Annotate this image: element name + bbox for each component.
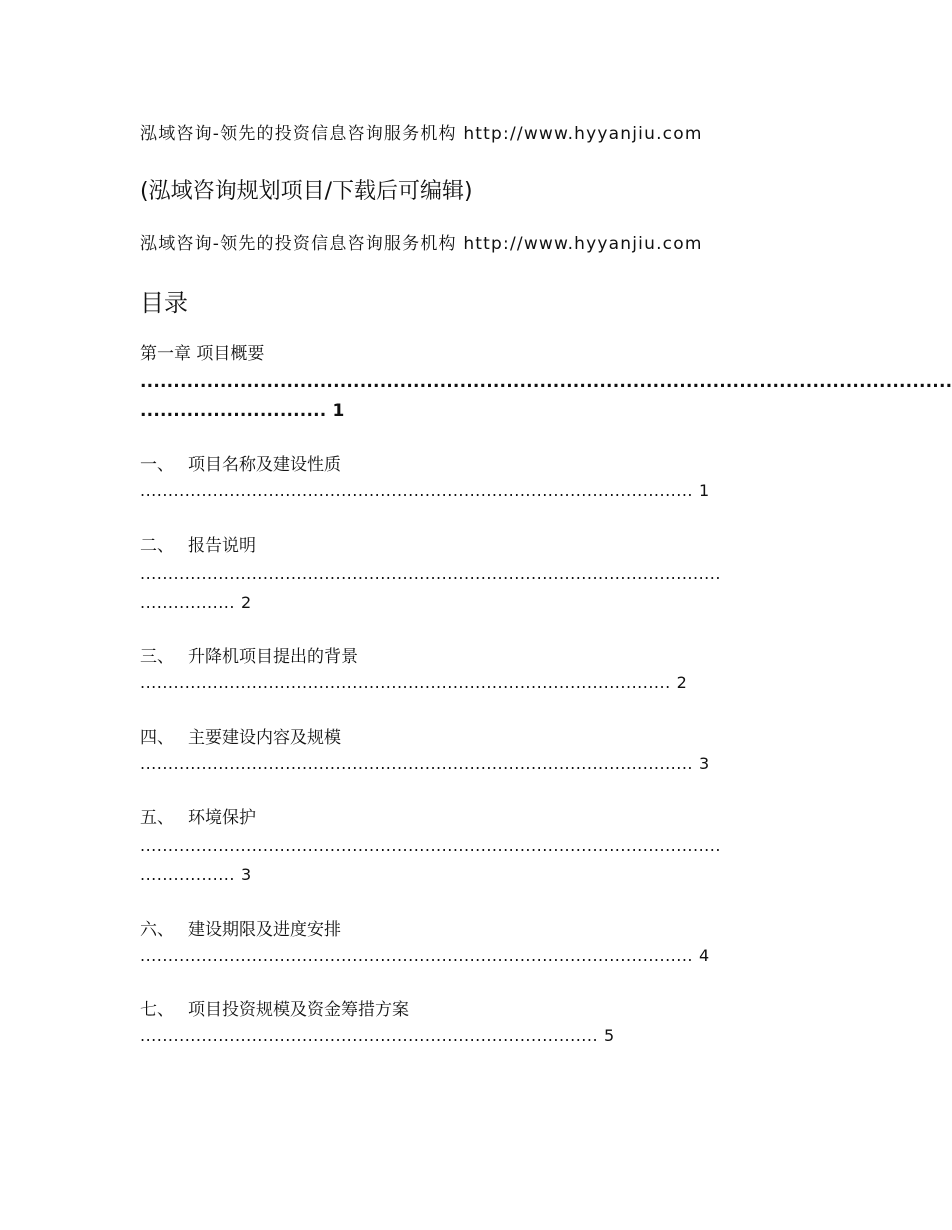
header-line-2: 泓域咨询-领先的投资信息咨询服务机构 http://www.hyyanjiu.com [140,234,703,254]
toc-section-2-page: 2 [240,593,252,612]
toc-section-5-num: 五、 [140,808,174,828]
document-title: (泓域咨询规划项目/下载后可编辑) [140,179,473,204]
toc-section-1-leader [140,481,710,500]
toc-section-5-page: 3 [240,865,252,884]
toc-section-2-title: 报告说明 [188,536,256,556]
toc-section-4-num: 四、 [140,728,174,748]
toc-section-3-num: 三、 [140,647,174,667]
toc-heading: 目录 [140,289,188,317]
toc-section-3 [140,642,358,667]
toc-section-7 [140,995,409,1020]
toc-section-2-leader [140,593,252,612]
toc-section-3-leader [140,673,687,692]
toc-section-6-num: 六、 [140,920,174,940]
toc-section-1-num: 一、 [140,455,174,475]
toc-section-1-title: 项目名称及建设性质 [188,455,341,475]
toc-section-1 [140,450,341,475]
toc-section-4 [140,723,341,748]
toc-section-3-page: 2 [676,673,688,692]
toc-chapter-leader-row [140,401,344,421]
toc-section-4-dots: ................................................................................................... [140,754,694,773]
toc-section-5-title: 环境保护 [188,808,256,828]
toc-section-7-dots: .................................................................................. [140,1026,599,1045]
toc-section-2-dots: ................. [140,593,235,612]
toc-chapter-title: 第一章 项目概要 [140,344,265,364]
toc-section-7-page: 5 [604,1026,615,1045]
toc-section-2 [140,531,256,556]
toc-section-2-leader-dots: ........................................................................................................ [140,564,721,583]
toc-chapter-leader-dots: .......................................................................................................................... [140,372,952,392]
toc-section-6-title: 建设期限及进度安排 [188,920,341,940]
toc-chapter-leader-dots-2: ............................ [140,401,327,421]
toc-section-6-dots: ................................................................................................... [140,946,694,965]
toc-section-6-page: 4 [699,946,710,965]
toc-section-3-title: 升降机项目提出的背景 [188,647,358,667]
toc-section-4-title: 主要建设内容及规模 [188,728,341,748]
toc-section-6-leader [140,946,710,965]
toc-section-7-num: 七、 [140,1000,174,1020]
toc-section-1-page: 1 [699,481,710,500]
toc-section-5 [140,803,256,828]
toc-section-2-num: 二、 [140,536,174,556]
toc-section-1-dots: ................................................................................................... [140,481,694,500]
toc-section-5-leader-dots: ........................................................................................................ [140,836,721,855]
toc-section-6 [140,915,341,940]
toc-chapter-page: 1 [332,401,345,421]
toc-section-5-dots: ................. [140,865,235,884]
toc-section-7-leader [140,1026,615,1045]
toc-section-3-dots: ............................................................................................... [140,673,671,692]
header-line-1: 泓域咨询-领先的投资信息咨询服务机构 http://www.hyyanjiu.com [140,124,703,144]
toc-section-7-title: 项目投资规模及资金筹措方案 [188,1000,409,1020]
toc-section-4-page: 3 [699,754,710,773]
toc-section-5-leader [140,865,252,884]
toc-section-4-leader [140,754,710,773]
